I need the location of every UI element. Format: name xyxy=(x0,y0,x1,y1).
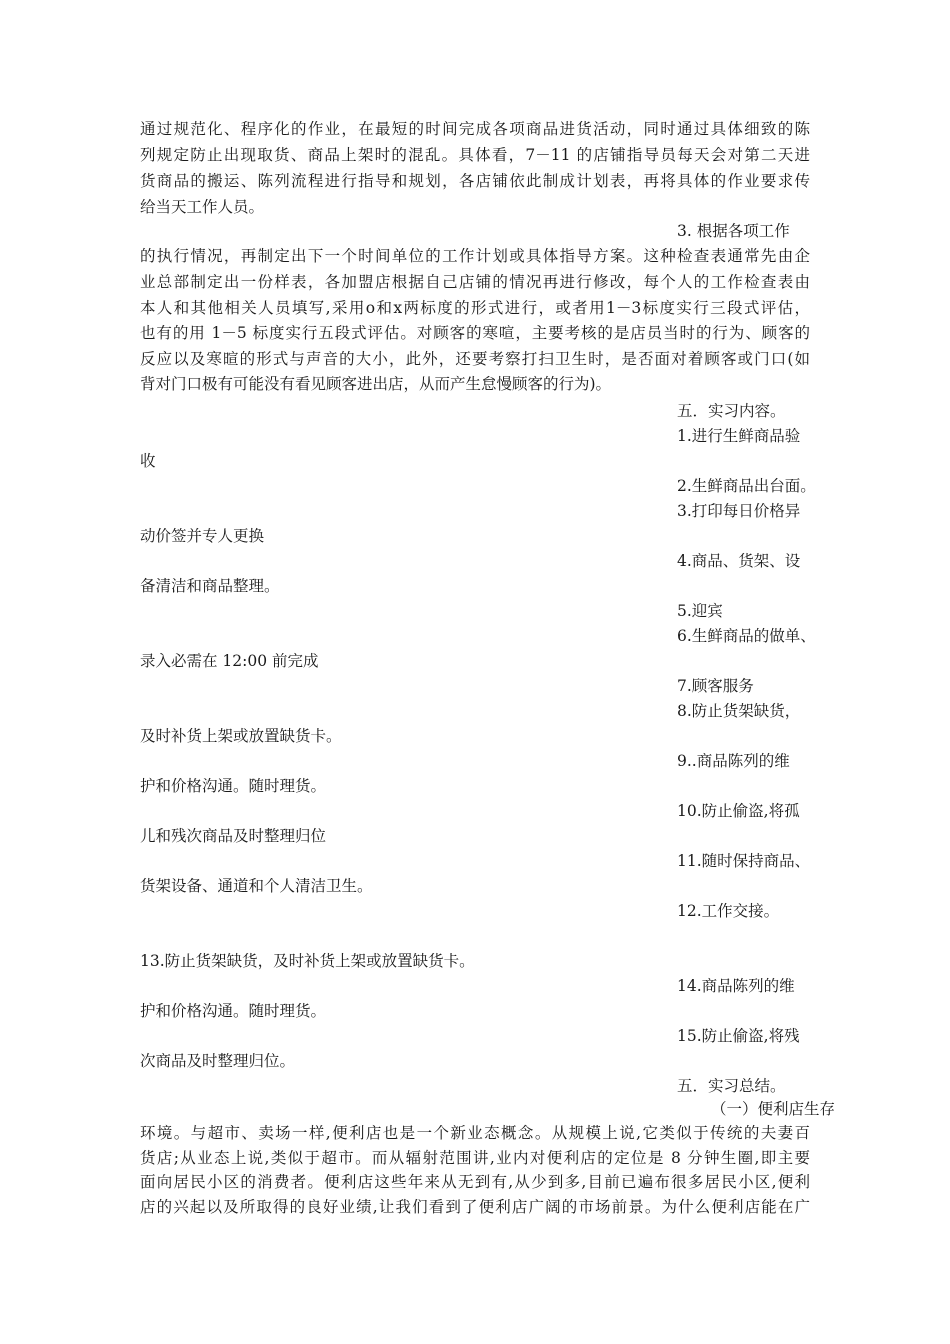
paragraph-line: 列规定防止出现取货、商品上架时的混乱。具体看，7－11 的店铺指导员每天会对第二天进 xyxy=(140,146,810,164)
list-item-continuation: 护和价格沟通。随时理货。 xyxy=(140,1002,327,1020)
list-item-continuation: 备清洁和商品整理。 xyxy=(140,577,280,595)
list-item-continuation: 儿和残次商品及时整理归位 xyxy=(140,827,327,845)
list-item: 4.商品、货架、设 xyxy=(677,552,801,570)
list-item: 6.生鲜商品的做单、 xyxy=(677,627,816,645)
list-item: 9..商品陈列的维 xyxy=(677,752,790,770)
list-item: 3.打印每日价格异 xyxy=(677,502,801,520)
list-item: 13.防止货架缺货，及时补货上架或放置缺货卡。 xyxy=(140,952,475,970)
paragraph-line: 给当天工作人员。 xyxy=(140,198,265,216)
paragraph-line: 货店;从业态上说,类似于超市。而从辐射范围讲,业内对便利店的定位是 8 分钟生圈,即主要 xyxy=(140,1149,810,1167)
paragraph-line: 通过规范化、程序化的作业，在最短的时间完成各项商品进货活动，同时通过具体细致的陈 xyxy=(140,120,810,138)
paragraph-line: 面向居民小区的消费者。便利店这些年来从无到有,从少到多,目前已遍布很多居民小区,便利 xyxy=(140,1173,810,1191)
section-heading: 五．实习总结。 xyxy=(677,1077,786,1095)
list-item: 15.防止偷盗,将残 xyxy=(677,1027,800,1045)
list-item: 2.生鲜商品出台面。 xyxy=(677,477,816,495)
list-item: 5.迎宾 xyxy=(677,602,723,620)
list-item-continuation: 录入必需在 12:00 前完成 xyxy=(140,652,319,670)
paragraph-line: 本人和其他相关人员填写,采用o和x两标度的形式进行，或者用1－3标度实行三段式评估， xyxy=(140,299,810,317)
paragraph-line: 的执行情况，再制定出下一个时间单位的工作计划或具体指导方案。这种检查表通常先由企 xyxy=(140,247,810,265)
list-item: 1.进行生鲜商品验 xyxy=(677,427,801,445)
paragraph-line: 货商品的搬运、陈列流程进行指导和规划，各店铺依此制成计划表，再将具体的作业要求传 xyxy=(140,172,810,190)
list-item: 10.防止偷盗,将孤 xyxy=(677,802,800,820)
section-heading: 3. 根据各项工作 xyxy=(677,222,790,240)
list-item-continuation: 及时补货上架或放置缺货卡。 xyxy=(140,727,342,745)
list-item: 11.随时保持商品、 xyxy=(677,852,811,870)
paragraph-line: 反应以及寒暄的形式与声音的大小，此外，还要考察打扫卫生时，是否面对着顾客或门口(如 xyxy=(140,350,810,368)
paragraph-line: 业总部制定出一份样表，各加盟店根据自己店铺的情况再进行修改，每个人的工作检查表由 xyxy=(140,273,810,291)
paragraph-line: 背对门口极有可能没有看见顾客进出店，从而产生怠慢顾客的行为)。 xyxy=(140,375,612,393)
paragraph-line: 也有的用 1－5 标度实行五段式评估。对顾客的寒喧，主要考核的是店员当时的行为、顾客的 xyxy=(140,324,810,342)
list-item-continuation: 次商品及时整理归位。 xyxy=(140,1052,296,1070)
list-item: 12.工作交接。 xyxy=(677,902,780,920)
list-item-continuation: 货架设备、通道和个人清洁卫生。 xyxy=(140,877,373,895)
list-item: 7.顾客服务 xyxy=(677,677,754,695)
list-item-continuation: 动价签并专人更换 xyxy=(140,527,265,545)
list-item-continuation: 护和价格沟通。随时理货。 xyxy=(140,777,327,795)
list-item: 8.防止货架缺货， xyxy=(677,702,801,720)
list-item-continuation: 收 xyxy=(140,452,156,470)
paragraph-line: 环境。与超市、卖场一样,便利店也是一个新业态概念。从规模上说,它类似于传统的夫妻百 xyxy=(140,1124,810,1142)
paragraph-line: 店的兴起以及所取得的良好业绩,让我们看到了便利店广阔的市场前景。为什么便利店能在广 xyxy=(140,1198,810,1216)
list-item: 14.商品陈列的维 xyxy=(677,977,795,995)
section-heading: 五．实习内容。 xyxy=(677,402,786,420)
subsection-heading: （一）便利店生存 xyxy=(711,1100,836,1118)
